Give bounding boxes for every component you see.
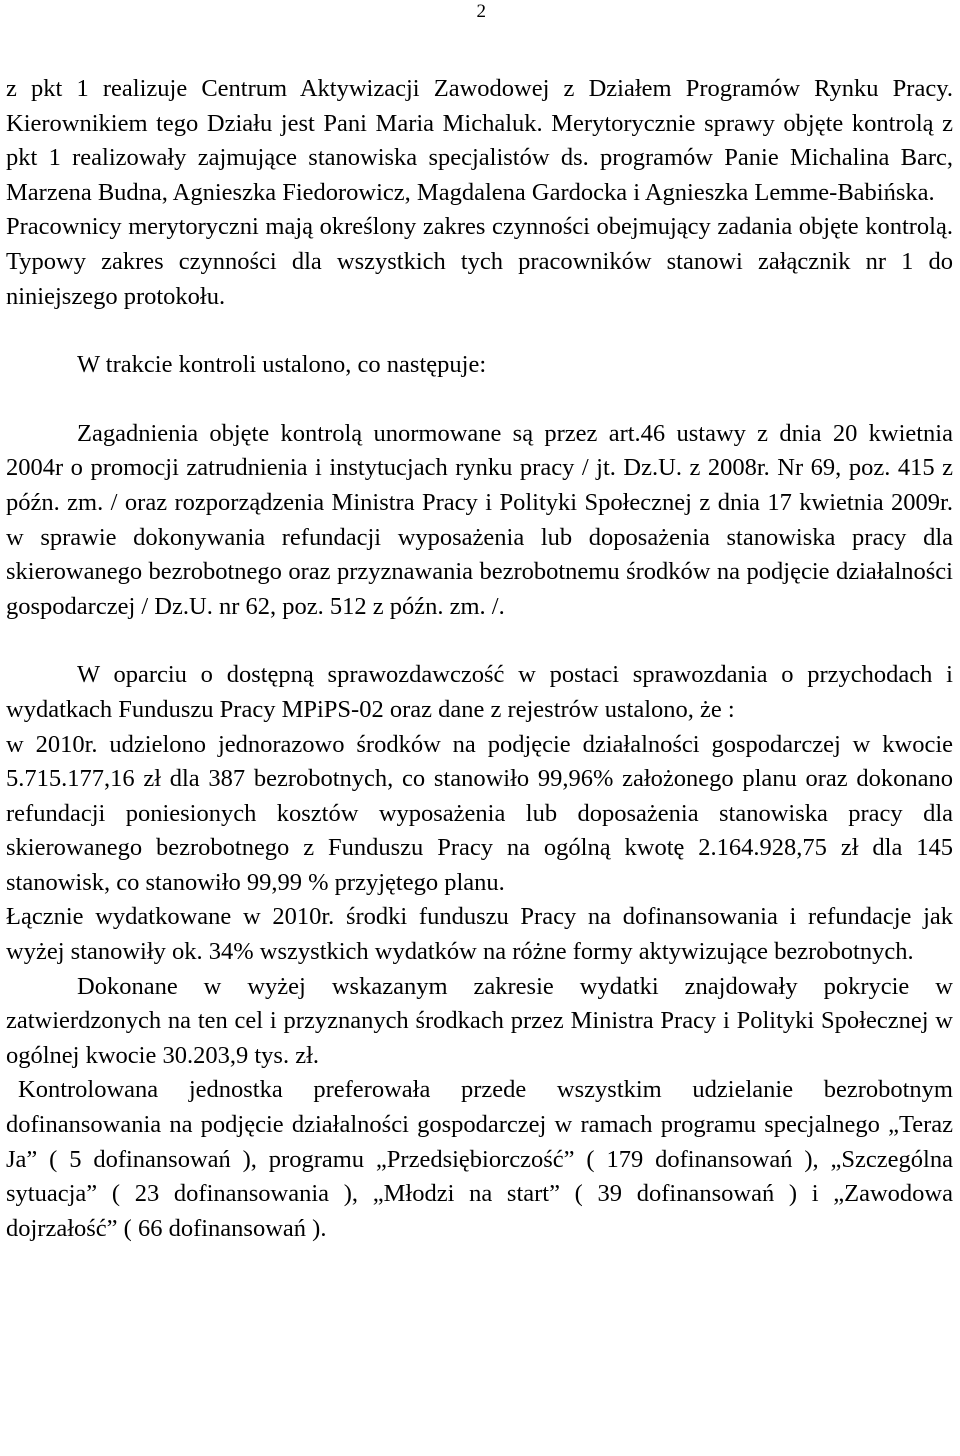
- paragraph-reporting: W oparciu o dostępną sprawozdawczość w postaci sprawozdania o przychodach i wydatkach Funduszu Pracy MPiPS-02 oraz dane z rejestrów ustalono, że :: [6, 661, 953, 723]
- paragraph-total-spending: Łącznie wydatkowane w 2010r. środki funduszu Pracy na dofinansowania i refundacje jak wyżej stanowiły ok. 34% wszystkich wydatków na różne formy aktywizujące bezrobotnych.: [6, 903, 953, 966]
- paragraph-coverage: Dokonane w wyżej wskazanym zakresie wydatki znajdowały pokrycie w zatwierdzonych na ten cel i przyznanych środkach przez Ministra Pracy i Polityki Społecznej w ogólnej kwocie 30.203,9 tys. zł.: [6, 972, 953, 1069]
- page-number: [0, 0, 960, 24]
- page-number-text: 2: [476, 1, 486, 22]
- document-body: [6, 72, 953, 1246]
- paragraph-legal-basis: Zagadnienia objęte kontrolą unormowane są przez art.46 ustawy z dnia 20 kwietnia 2004r o promocji zatrudnienia i instytucjach rynku pracy / jt. Dz.U. z 2008r. Nr 69, poz. 415 z późn. zm. / oraz rozporządzenia Ministra Pracy i Polityki Społecznej z dnia 17 kwietnia 2009r. w sprawie dokonywania refundacji wyposażenia lub doposażenia stanowiska pracy dla skierowanego bezrobotnego oraz przyznawania bezrobotnemu środków na podjęcie działalności gospodarczej / Dz.U. nr 62, poz. 512 z późn. zm. /.: [6, 419, 953, 620]
- paragraph-duties: Pracownicy merytoryczni mają określony zakres czynności obejmujący zadania objęte kontrolą. Typowy zakres czynności dla wszystkich tych pracowników stanowi załącznik nr 1 do niniejszego protokołu.: [6, 213, 953, 310]
- paragraph-findings-intro: W trakcie kontroli ustalono, co następuje:: [77, 351, 487, 379]
- paragraph-2010-funds: w 2010r. udzielono jednorazowo środków na podjęcie działalności gospodarczej w kwocie 5.715.177,16 zł dla 387 bezrobotnych, co stanowiło 99,96% założonego planu oraz dokonano refundacji poniesionych kosztów wyposażenia lub doposażenia stanowiska pracy dla skierowanego bezrobotnego z Funduszu Pracy na ogólną kwotę 2.164.928,75 zł dla 145 stanowisk, co stanowiło 99,99 % przyjętego planu.: [6, 730, 953, 896]
- paragraph-programs: Kontrolowana jednostka preferowała przede wszystkim udzielanie bezrobotnym dofinansowania na podjęcie działalności gospodarczej w ramach programu specjalnego „Teraz Ja” ( 5 dofinansowań ), programu „Przedsiębiorczość” ( 179 dofinansowań ), „Szczególna sytuacja” ( 23 dofinansowania ), „Młodzi na start” ( 39 dofinansowań ) i „Zawodowa dojrzałość” ( 66 dofinansowań ).: [6, 1076, 953, 1242]
- paragraph-staff: z pkt 1 realizuje Centrum Aktywizacji Zawodowej z Działem Programów Rynku Pracy. Kierownikiem tego Działu jest Pani Maria Michaluk. Merytorycznie sprawy objęte kontrolą z pkt 1 realizowały zajmujące stanowiska specjalistów ds. programów Panie Michalina Barc, Marzena Budna, Agnieszka Fiedorowicz, Magdalena Gardocka i Agnieszka Lemme-Babińska.: [6, 75, 953, 206]
